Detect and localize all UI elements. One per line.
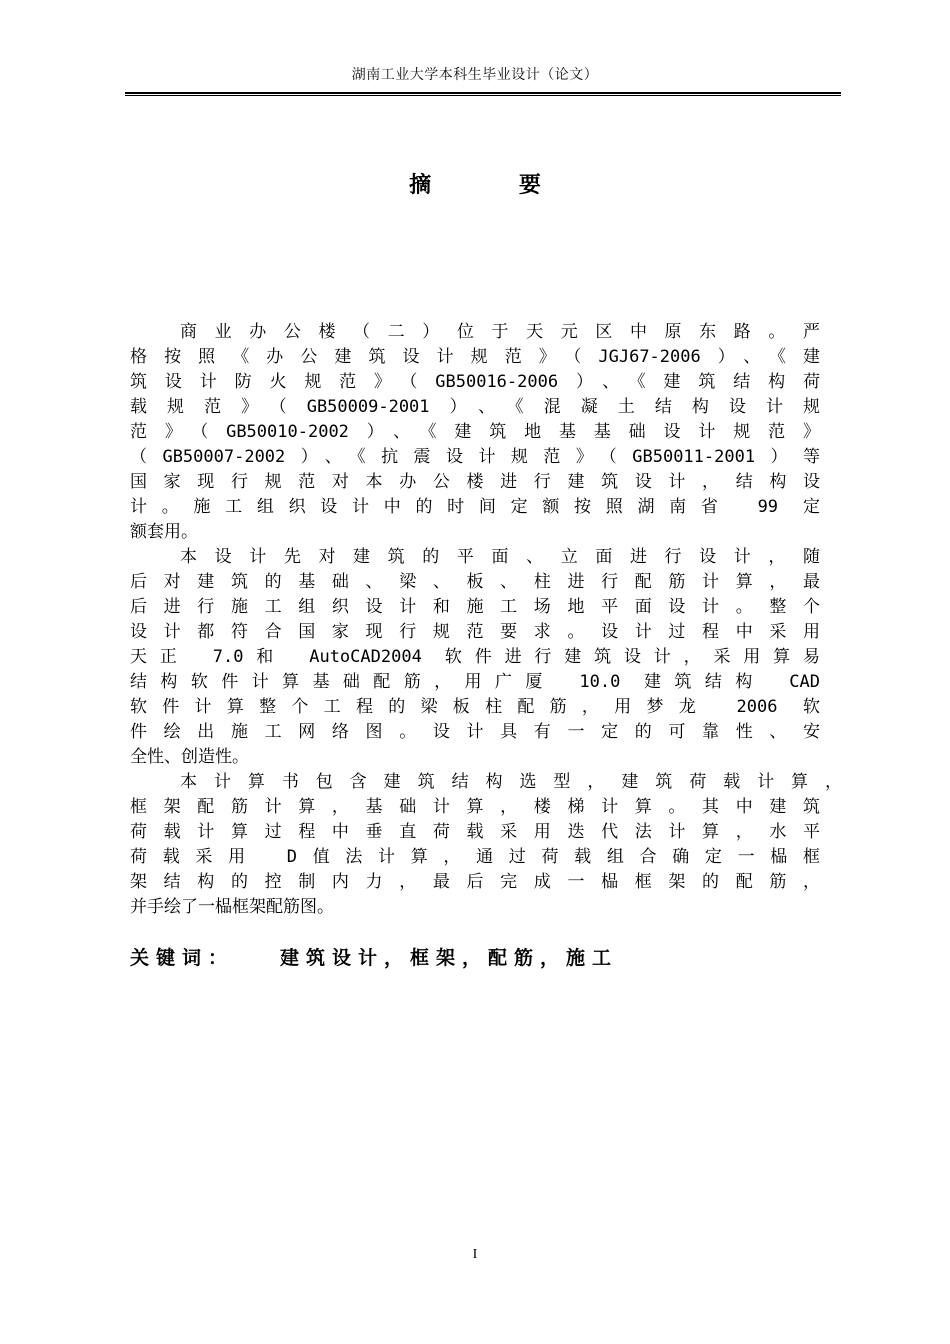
abstract-line: 后对建筑的基础、梁、板、柱进行配筋计算，最 [130, 572, 820, 592]
abstract-line: （GB50007-2002）、《抗震设计规范》（GB50011-2001）等 [130, 447, 820, 467]
abstract-line: 计。施工组织设计中的时间定额按照湖南省 99 定 [130, 497, 820, 517]
abstract-line: 筑设计防火规范》（GB50016-2006）、《建筑结构荷 [130, 372, 820, 392]
abstract-title: 摘 要 [409, 173, 581, 198]
keywords-label: 关键词： [130, 947, 235, 969]
abstract-line: 本计算书包含建筑结构选型，建筑荷载计算， [180, 772, 842, 792]
abstract-body [130, 320, 842, 920]
header-rule [125, 92, 841, 94]
abstract-line: 架结构的控制内力，最后完成一榀框架的配筋， [130, 872, 820, 892]
abstract-line: 国家现行规范对本办公楼进行建筑设计，结构设 [130, 472, 820, 492]
abstract-line: 格按照《办公建筑设计规范》（JGJ67-2006）、《建 [130, 347, 820, 367]
abstract-line: 并手绘了一榀框架配筋图。 [130, 897, 334, 917]
abstract-line: 设计都符合国家现行规范要求。设计过程中采用 [130, 622, 820, 642]
abstract-line: 范》（GB50010-2002）、《建筑地基基础设计规范》 [130, 422, 820, 442]
abstract-line: 荷载计算过程中垂直荷载采用迭代法计算，水平 [130, 822, 820, 842]
abstract-line: 商业办公楼（二）位于天元区中原东路。严 [180, 322, 820, 342]
abstract-line: 荷载采用 D值法计算，通过荷载组合确定一榀框 [130, 847, 820, 867]
abstract-line: 框架配筋计算，基础计算，楼梯计算。其中建筑 [130, 797, 820, 817]
page-header: 湖南工业大学本科生毕业设计（论文） [351, 67, 599, 83]
abstract-line: 载规范》（GB50009-2001）、《混凝土结构设计规 [130, 397, 820, 417]
header-rule-thin [125, 95, 841, 96]
abstract-line: 本设计先对建筑的平面、立面进行设计，随 [180, 547, 820, 567]
abstract-line: 天正 7.0和 AutoCAD2004 软件进行建筑设计，采用算易 [130, 647, 820, 667]
abstract-line: 软件计算整个工程的梁板柱配筋，用梦龙 2006 软 [130, 697, 820, 717]
abstract-line: 额套用。 [130, 522, 198, 542]
abstract-line: 全性、创造性。 [130, 747, 249, 767]
abstract-line: 后进行施工组织设计和施工场地平面设计。整个 [130, 597, 820, 617]
keywords [130, 943, 618, 970]
keywords-value: 建筑设计，框架，配筋，施工 [280, 947, 619, 969]
abstract-line: 件绘出施工网络图。设计具有一定的可靠性、安 [130, 722, 820, 742]
abstract-line: 结构软件计算基础配筋，用广厦 10.0 建筑结构 CAD [130, 672, 820, 692]
page-number: I [472, 1247, 478, 1262]
